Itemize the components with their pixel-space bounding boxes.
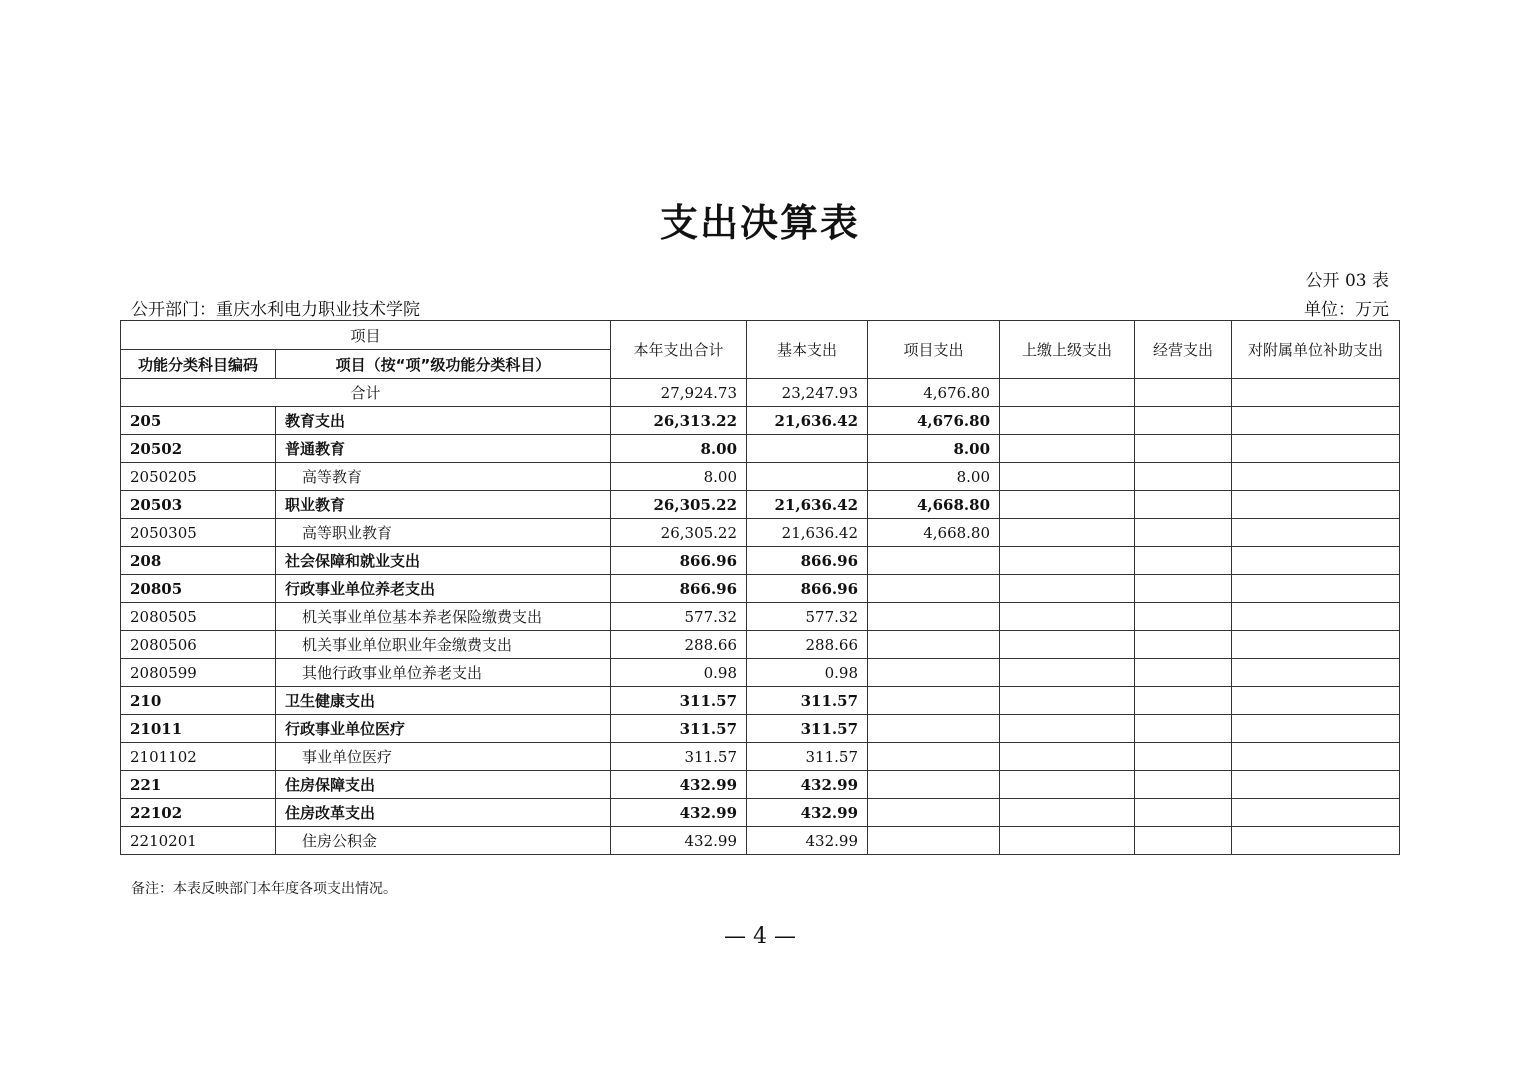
row-name: 机关事业单位基本养老保险缴费支出 (276, 603, 611, 631)
table-row (121, 491, 1400, 519)
row-code: 20805 (121, 575, 276, 603)
row-project: 8.00 (868, 435, 1000, 463)
row-code: 2050205 (121, 463, 276, 491)
row-basic: 432.99 (747, 799, 868, 827)
row-business (1135, 631, 1232, 659)
department-label: 公开部门：重庆水利电力职业技术学院 (131, 300, 420, 320)
row-code: 22102 (121, 799, 276, 827)
row-subsidy (1232, 547, 1400, 575)
row-upper (1000, 743, 1135, 771)
row-business (1135, 771, 1232, 799)
row-upper (1000, 827, 1135, 855)
row-project (868, 547, 1000, 575)
row-project: 4,668.80 (868, 491, 1000, 519)
row-code: 2080599 (121, 659, 276, 687)
row-total: 577.32 (611, 603, 747, 631)
total-business (1135, 379, 1232, 407)
row-project: 4,676.80 (868, 407, 1000, 435)
header-basic: 基本支出 (747, 321, 868, 379)
table-row (121, 547, 1400, 575)
row-basic: 288.66 (747, 631, 868, 659)
row-name: 住房保障支出 (276, 771, 611, 799)
row-business (1135, 687, 1232, 715)
header-code: 功能分类科目编码 (121, 350, 276, 379)
row-basic: 21,636.42 (747, 491, 868, 519)
row-business (1135, 575, 1232, 603)
footnote: 备注：本表反映部门本年度各项支出情况。 (131, 881, 397, 897)
row-total: 288.66 (611, 631, 747, 659)
row-business (1135, 715, 1232, 743)
row-subsidy (1232, 799, 1400, 827)
row-code: 208 (121, 547, 276, 575)
total-subsidy (1232, 379, 1400, 407)
row-name: 住房公积金 (276, 827, 611, 855)
header-row-1 (121, 321, 1400, 350)
row-business (1135, 659, 1232, 687)
row-subsidy (1232, 575, 1400, 603)
row-upper (1000, 687, 1135, 715)
row-total: 26,313.22 (611, 407, 747, 435)
row-name: 社会保障和就业支出 (276, 547, 611, 575)
row-upper (1000, 771, 1135, 799)
row-name: 教育支出 (276, 407, 611, 435)
total-upper (1000, 379, 1135, 407)
row-total: 432.99 (611, 827, 747, 855)
row-project (868, 799, 1000, 827)
row-project (868, 687, 1000, 715)
row-subsidy (1232, 631, 1400, 659)
row-total: 26,305.22 (611, 519, 747, 547)
row-basic: 866.96 (747, 575, 868, 603)
row-project (868, 659, 1000, 687)
total-project: 4,676.80 (868, 379, 1000, 407)
row-total: 866.96 (611, 575, 747, 603)
table-row (121, 519, 1400, 547)
total-row (121, 379, 1400, 407)
row-project (868, 575, 1000, 603)
table-row (121, 771, 1400, 799)
row-name: 行政事业单位医疗 (276, 715, 611, 743)
row-business (1135, 547, 1232, 575)
row-business (1135, 603, 1232, 631)
row-subsidy (1232, 743, 1400, 771)
row-upper (1000, 659, 1135, 687)
row-business (1135, 827, 1232, 855)
row-name: 高等职业教育 (276, 519, 611, 547)
row-total: 26,305.22 (611, 491, 747, 519)
row-code: 21011 (121, 715, 276, 743)
header-upper: 上缴上级支出 (1000, 321, 1135, 379)
table-row (121, 603, 1400, 631)
row-project (868, 771, 1000, 799)
row-basic (747, 435, 868, 463)
row-subsidy (1232, 687, 1400, 715)
row-business (1135, 799, 1232, 827)
row-subsidy (1232, 463, 1400, 491)
header-project: 项目支出 (868, 321, 1000, 379)
expenditure-table (120, 320, 1400, 855)
row-business (1135, 743, 1232, 771)
table-row (121, 827, 1400, 855)
row-name: 其他行政事业单位养老支出 (276, 659, 611, 687)
row-upper (1000, 491, 1135, 519)
total-label: 合计 (121, 379, 611, 407)
row-total: 0.98 (611, 659, 747, 687)
row-business (1135, 463, 1232, 491)
total-total: 27,924.73 (611, 379, 747, 407)
row-upper (1000, 799, 1135, 827)
table-row (121, 435, 1400, 463)
row-subsidy (1232, 603, 1400, 631)
row-basic: 0.98 (747, 659, 868, 687)
row-subsidy (1232, 519, 1400, 547)
page-title: 支出决算表 (659, 201, 860, 245)
row-project (868, 631, 1000, 659)
row-basic: 577.32 (747, 603, 868, 631)
table-row (121, 575, 1400, 603)
row-basic: 21,636.42 (747, 519, 868, 547)
total-basic: 23,247.93 (747, 379, 868, 407)
row-upper (1000, 407, 1135, 435)
row-upper (1000, 547, 1135, 575)
row-total: 432.99 (611, 799, 747, 827)
header-business: 经营支出 (1135, 321, 1232, 379)
row-basic: 432.99 (747, 771, 868, 799)
table-row (121, 463, 1400, 491)
row-code: 210 (121, 687, 276, 715)
table-row (121, 799, 1400, 827)
row-subsidy (1232, 771, 1400, 799)
header-name: 项目（按“项”级功能分类科目） (276, 350, 611, 379)
row-name: 机关事业单位职业年金缴费支出 (276, 631, 611, 659)
row-project: 4,668.80 (868, 519, 1000, 547)
row-basic: 311.57 (747, 715, 868, 743)
row-subsidy (1232, 715, 1400, 743)
row-basic (747, 463, 868, 491)
row-name: 行政事业单位养老支出 (276, 575, 611, 603)
table-row (121, 715, 1400, 743)
row-total: 311.57 (611, 715, 747, 743)
row-code: 20503 (121, 491, 276, 519)
row-project (868, 827, 1000, 855)
row-basic: 21,636.42 (747, 407, 868, 435)
row-name: 事业单位医疗 (276, 743, 611, 771)
page-number: — 4 — (724, 924, 796, 949)
table-row (121, 407, 1400, 435)
row-name: 普通教育 (276, 435, 611, 463)
row-upper (1000, 575, 1135, 603)
table-row (121, 659, 1400, 687)
row-name: 卫生健康支出 (276, 687, 611, 715)
row-code: 2080506 (121, 631, 276, 659)
row-upper (1000, 631, 1135, 659)
row-project (868, 743, 1000, 771)
form-number: 公开 03 表 (1305, 271, 1389, 291)
table-row (121, 631, 1400, 659)
row-upper (1000, 435, 1135, 463)
row-code: 2101102 (121, 743, 276, 771)
row-subsidy (1232, 491, 1400, 519)
row-project (868, 715, 1000, 743)
header-total: 本年支出合计 (611, 321, 747, 379)
header-item-group: 项目 (121, 321, 611, 350)
row-business (1135, 407, 1232, 435)
header-subsidy: 对附属单位补助支出 (1232, 321, 1400, 379)
row-total: 432.99 (611, 771, 747, 799)
row-basic: 311.57 (747, 687, 868, 715)
unit-label: 单位：万元 (1304, 300, 1389, 320)
row-total: 311.57 (611, 687, 747, 715)
row-code: 221 (121, 771, 276, 799)
row-upper (1000, 519, 1135, 547)
row-subsidy (1232, 659, 1400, 687)
row-business (1135, 519, 1232, 547)
row-basic: 311.57 (747, 743, 868, 771)
row-basic: 432.99 (747, 827, 868, 855)
row-name: 高等教育 (276, 463, 611, 491)
row-basic: 866.96 (747, 547, 868, 575)
row-subsidy (1232, 435, 1400, 463)
row-code: 2080505 (121, 603, 276, 631)
row-name: 住房改革支出 (276, 799, 611, 827)
row-name: 职业教育 (276, 491, 611, 519)
row-code: 2050305 (121, 519, 276, 547)
row-upper (1000, 463, 1135, 491)
row-business (1135, 491, 1232, 519)
row-code: 205 (121, 407, 276, 435)
row-total: 8.00 (611, 463, 747, 491)
table-row (121, 743, 1400, 771)
row-total: 866.96 (611, 547, 747, 575)
table-row (121, 687, 1400, 715)
row-upper (1000, 715, 1135, 743)
row-total: 8.00 (611, 435, 747, 463)
row-subsidy (1232, 827, 1400, 855)
row-upper (1000, 603, 1135, 631)
row-total: 311.57 (611, 743, 747, 771)
row-code: 20502 (121, 435, 276, 463)
row-project: 8.00 (868, 463, 1000, 491)
row-code: 2210201 (121, 827, 276, 855)
row-subsidy (1232, 407, 1400, 435)
row-project (868, 603, 1000, 631)
row-business (1135, 435, 1232, 463)
